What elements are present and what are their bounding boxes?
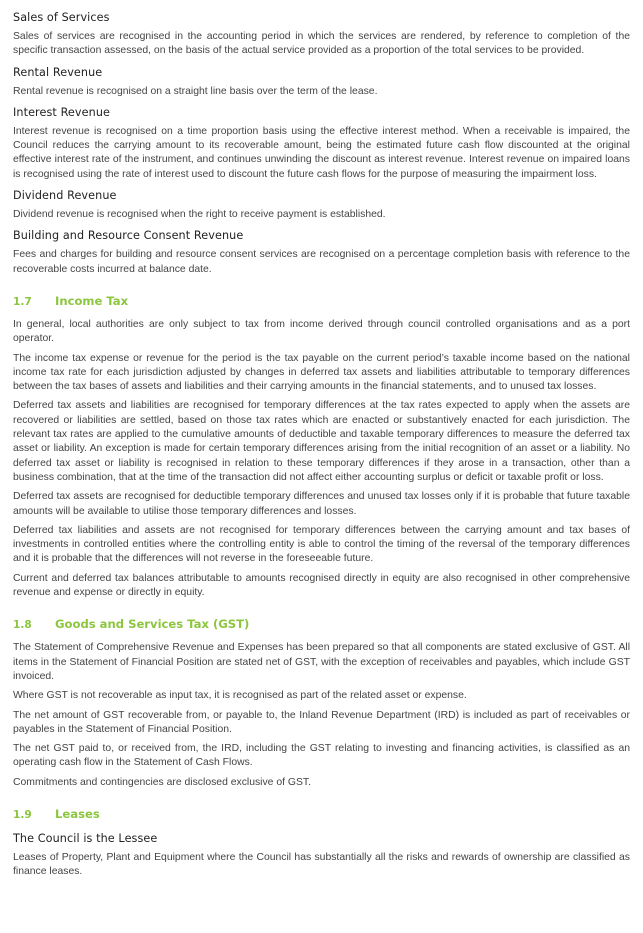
section-number: 1.7 [13,295,32,308]
paragraph-gst: Commitments and contingencies are disclosed exclusive of GST. [13,776,311,788]
heading-rental-revenue: Rental Revenue [13,65,103,79]
section-title: Leases [55,806,100,821]
paragraph-rental-revenue: Rental revenue is recognised on a straight line basis over the term of the lease. [13,85,378,97]
section-title: Income Tax [55,293,129,308]
section-heading-gst [13,616,630,633]
section-number: 1.9 [13,808,32,821]
paragraph-dividend-revenue: Dividend revenue is recognised when the right to receive payment is established. [13,209,386,221]
heading-interest-revenue: Interest Revenue [13,105,110,119]
paragraph-leases: Leases of Property, Plant and Equipment where the Council has substantially all the risks and rewards of ownership are classified as finance leases. [13,851,630,878]
section-heading-income-tax [13,293,630,310]
paragraph-income-tax: Deferred tax assets are recognised for deductible temporary differences and unused tax losses only if it is probable that future taxable amounts will be available to utilise those temporary differences and losses. [13,491,630,517]
section-title: Goods and Services Tax (GST) [55,617,250,632]
section-heading-leases [13,806,630,823]
heading-dividend-revenue: Dividend Revenue [13,189,117,203]
heading-council-lessee: The Council is the Lessee [13,831,158,845]
paragraph-income-tax: In general, local authorities are only subject to tax from income derived through council controlled organisations and as a port operator. [13,318,630,345]
paragraph-income-tax: Current and deferred tax balances attributable to amounts recognised directly in equity are also recognised in other comprehensive revenue and expense or directly in equity. [13,572,630,599]
paragraph-gst: The net GST paid to, or received from, the IRD, including the GST relating to investing and financing activities, is classified as an operating cash flow in the Statement of Cash Flows. [13,743,630,769]
paragraph-gst: The net amount of GST recoverable from, or payable to, the Inland Revenue Department (IRD) is included as part of receivables or payables in the Statement of Financial Position. [13,709,630,735]
paragraph-building-consent: Fees and charges for building and resource consent services are recognised on a percentage completion basis with reference to the recoverable costs incurred at balance date. [13,249,630,275]
heading-sales-of-services: Sales of Services [13,11,110,24]
section-number: 1.8 [13,619,32,632]
paragraph-income-tax: Deferred tax liabilities and assets are not recognised for temporary differences between the carrying amount and tax bases of investments in controlled entities where the controlling entity is able to control the timing of the reversal of the temporary differences and it is probable that the differences will not reverse in the foreseeable future. [13,524,630,565]
paragraph-gst: Where GST is not recoverable as input tax, it is recognised as part of the related asset or expense. [13,690,467,702]
heading-building-consent: Building and Resource Consent Revenue [13,229,244,243]
paragraph-sales-of-services: Sales of services are recognised in the accounting period in which the services are rendered, by reference to completion of the specific transaction assessed, on the basis of the actual service provided as a proportion of the total services to be provided. [13,31,630,57]
paragraph-income-tax: Deferred tax assets and liabilities are recognised for temporary differences at the tax rates expected to apply when the assets are recovered or liabilities are settled, based on those tax rates which are enacted or substantively enacted for each jurisdiction. The relevant tax rates are applied to the cumulative amounts of deductible and taxable temporary differences to measure the deferred tax asset or liability. An exception is made for certain temporary differences arising from the initial recognition of an asset or a liability. No deferred tax asset or liability is recognised in relation to these temporary differences if they arose in a transaction, other than a business combination, that at the time of the transaction did not affect either accounting surplus or deficit or taxable profit or loss. [13,400,630,483]
paragraph-gst: The Statement of Comprehensive Revenue and Expenses has been prepared so that all components are stated exclusive of GST. All items in the Statement of Financial Position are stated net of GST, with the exception of receivables and payables, which include GST invoiced. [13,642,630,682]
paragraph-interest-revenue: Interest revenue is recognised on a time proportion basis using the effective interest method. When a receivable is impaired, the Council reduces the carrying amount to its recoverable amount, being the estimated future cash flow discounted at the original effective interest rate of the instrument, and continues unwinding the discount as interest revenue. Interest revenue on impaired loans is recognised using the rate of interest used to discount the future cash flows for the purpose of measuring the impairment loss. [13,125,630,180]
paragraph-income-tax: The income tax expense or revenue for the period is the tax payable on the current period’s taxable income based on the national income tax rate for each jurisdiction adjusted by changes in deferred tax assets and liabilities attributable to temporary differences between the tax bases of assets and liabilities and their carrying amounts in the financial statements, and to unused tax losses. [13,352,630,393]
